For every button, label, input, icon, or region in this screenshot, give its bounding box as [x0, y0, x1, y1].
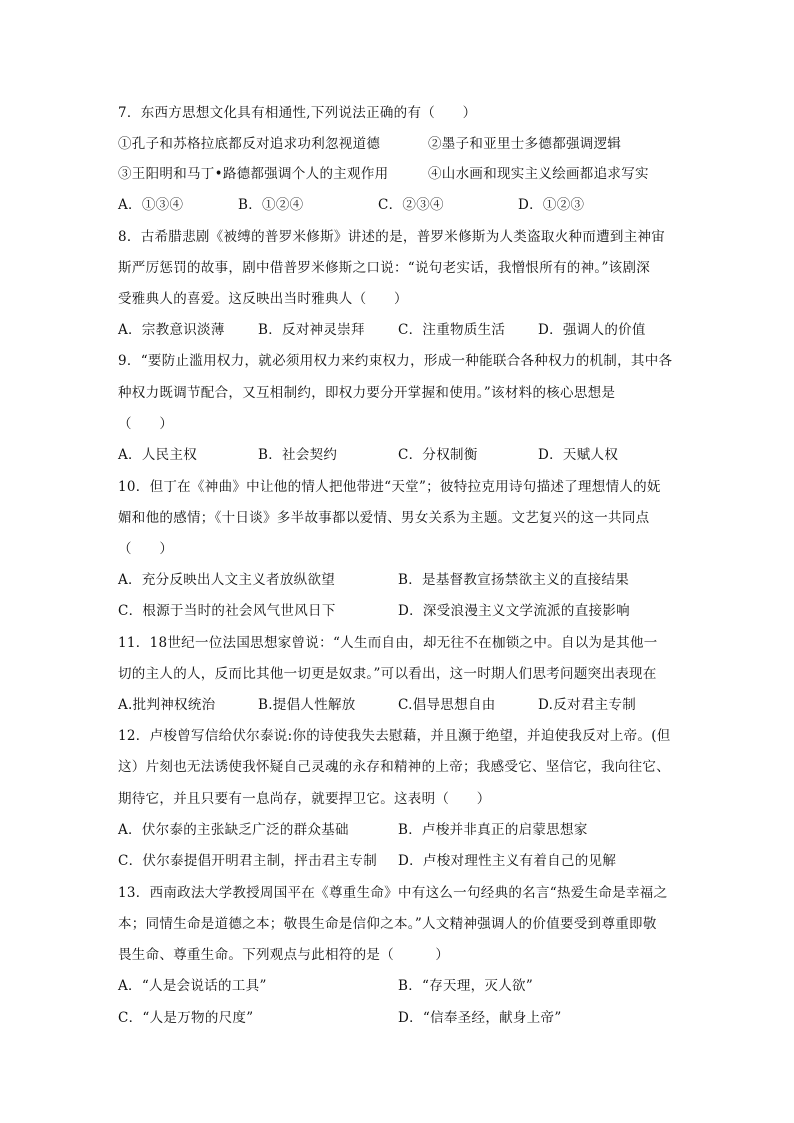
question-7-stem: 7．东西方思想文化具有相通性,下列说法正确的有（ ）: [118, 105, 477, 121]
q7-option-d: D．①②③: [518, 197, 585, 213]
q12-option-d: D．卢梭对理性主义有着自己的见解: [398, 853, 617, 869]
question-9-line-1: 9．“要防止滥用权力，就必须用权力来约束权力，形成一种能联合各种权力的机制，其中各: [118, 353, 673, 369]
question-11-line-1: 11．18世纪一位法国思想家曾说：“人生而自由，却无往不在枷锁之中。自以为是其他一: [118, 635, 658, 651]
q9-option-c: C．分权制衡: [398, 447, 478, 463]
question-8-line-2: 斯严厉惩罚的故事，剧中借普罗米修斯之口说：“说句老实话，我憎恨所有的神。”该剧深: [118, 260, 651, 276]
question-10-line-3: （ ）: [118, 541, 174, 557]
q7-statement-4: ④山水画和现实主义绘画都追求写实: [428, 166, 649, 182]
question-8-line-1: 8．古希腊悲剧《被缚的普罗米修斯》讲述的是，普罗米修斯为人类盗取火种而遭到主神宙: [118, 229, 666, 245]
q7-statement-2: ②墨子和亚里士多德都强调逻辑: [428, 136, 622, 152]
q8-option-c: C．注重物质生活: [398, 322, 506, 338]
q10-option-a: A．充分反映出人文主义者放纵欲望: [118, 572, 336, 588]
question-9-line-3: （ ）: [118, 416, 174, 432]
q13-option-b: B．“存天理，灭人欲”: [398, 978, 534, 994]
q8-option-d: D．强调人的价值: [538, 322, 646, 338]
question-12-line-3: 期待它，并且只要有一息尚存，就要捍卫它。这表明（ ）: [118, 791, 491, 807]
q7-option-c: C．②③④: [378, 197, 444, 213]
q7-option-b: B．①②④: [238, 197, 304, 213]
q10-option-c: C．根源于当时的社会风气世风日下: [118, 603, 336, 619]
q11-option-d: D.反对君主专制: [538, 697, 637, 713]
question-12-line-1: 12．卢梭曾写信给伏尔泰说:你的诗使我失去慰藉，并且濒于绝望，并迫使我反对上帝。(但: [118, 728, 671, 744]
q9-option-d: D．天赋人权: [538, 447, 619, 463]
q9-option-a: A．人民主权: [118, 447, 198, 463]
q7-option-a: A．①③④: [118, 197, 184, 213]
question-9-line-2: 种权力既调节配合，又互相制约，即权力要分开掌握和使用。”该材料的核心思想是: [118, 385, 616, 401]
question-8-line-3: 受雅典人的喜爱。这反映出当时雅典人（ ）: [118, 291, 408, 307]
q12-option-c: C．伏尔泰提倡开明君主制，抨击君主专制: [118, 853, 378, 869]
question-13-line-2: 本；同情生命是道德之本；敬畏生命是信仰之本。”人文精神强调人的价值要受到尊重即敬: [118, 916, 657, 932]
question-10-line-1: 10．但丁在《神曲》中让他的情人把他带进“天堂”；彼特拉克用诗句描述了理想情人的妩: [118, 479, 661, 495]
q11-option-c: C.倡导思想自由: [398, 697, 496, 713]
question-10-line-2: 媚和他的感情；《十日谈》多半故事都以爱情、男女关系为主题。文艺复兴的这一共同点: [118, 510, 650, 526]
question-13-line-1: 13．西南政法大学教授周国平在《尊重生命》中有这么一句经典的名言“热爱生命是幸福之: [118, 885, 668, 901]
q13-option-c: C．“人是万物的尺度”: [118, 1010, 254, 1026]
q12-option-b: B．卢梭并非真正的启蒙思想家: [398, 822, 588, 838]
q13-option-a: A．“人是会说话的工具”: [118, 978, 267, 994]
question-11-line-2: 切的主人的人，反而比其他一切更是奴隶。”可以看出，这一时期人们思考问题突出表现在: [118, 666, 657, 682]
q8-option-a: A．宗教意识淡薄: [118, 322, 225, 338]
q13-option-d: D．“信奉圣经，献身上帝”: [398, 1010, 562, 1026]
q9-option-b: B．社会契约: [258, 447, 338, 463]
q10-option-d: D．深受浪漫主义文学流派的直接影响: [398, 603, 630, 619]
q8-option-b: B．反对神灵崇拜: [258, 322, 365, 338]
q10-option-b: B．是基督教宣扬禁欲主义的直接结果: [398, 572, 630, 588]
q7-statement-3: ③王阳明和马丁•路德都强调个人的主观作用: [118, 166, 389, 182]
question-12-line-2: 这）片刻也无法诱使我怀疑自己灵魂的永存和精神的上帝；我感受它、坚信它，我向往它、: [118, 759, 670, 775]
question-13-line-3: 畏生命、尊重生命。下列观点与此相符的是（ ）: [118, 947, 450, 963]
q11-option-b: B.提倡人性解放: [258, 697, 356, 713]
q11-option-a: A.批判神权统治: [118, 697, 216, 713]
q7-statement-1: ①孔子和苏格拉底都反对追求功利忽视道德: [118, 136, 381, 152]
q12-option-a: A．伏尔泰的主张缺乏广泛的群众基础: [118, 822, 349, 838]
